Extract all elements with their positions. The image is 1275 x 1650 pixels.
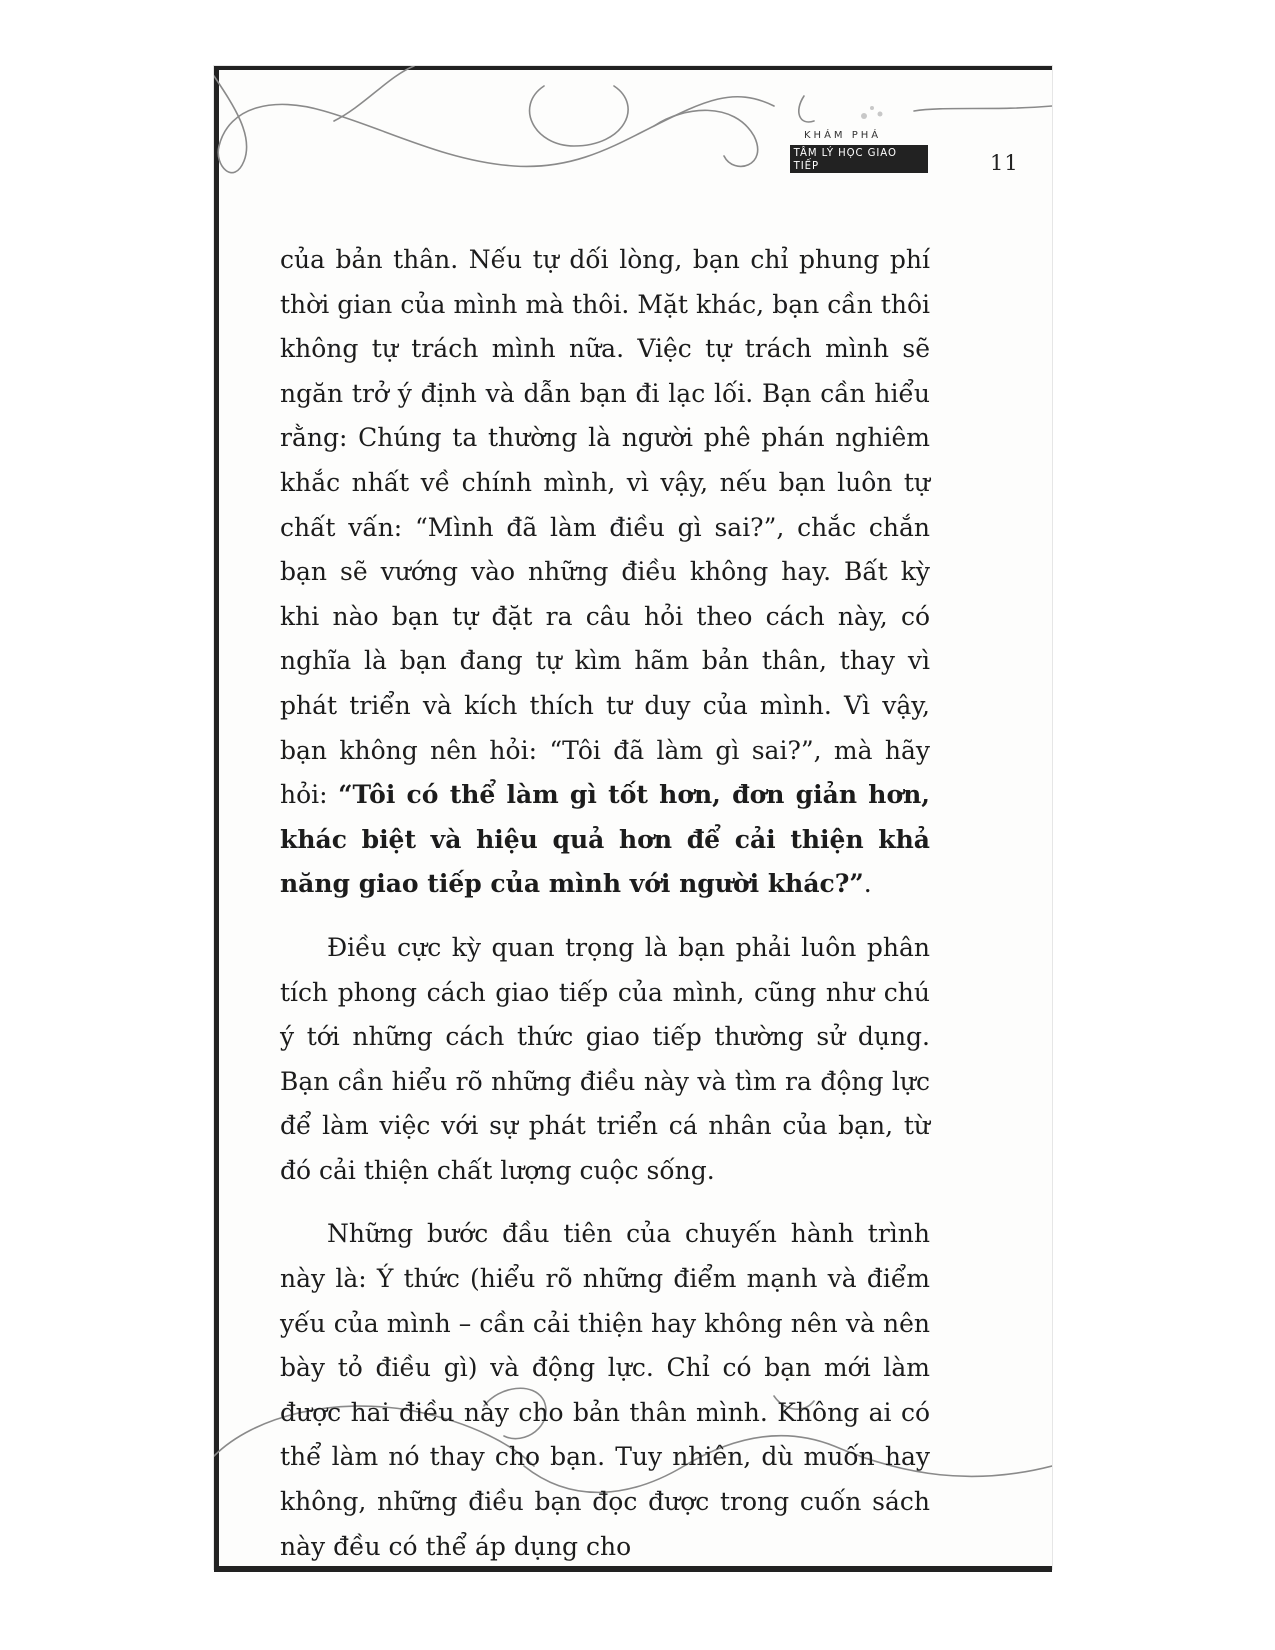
paragraph-1	[280, 238, 930, 907]
body-text	[280, 238, 930, 1569]
paragraph-1-bold-quote: “Tôi có thể làm gì tốt hơn, đơn giản hơn, khác biệt và hiệu quả hơn để cải thiện khả năng giao tiếp của mình với người khác?”	[280, 780, 930, 899]
page-left-edge	[214, 66, 219, 1569]
series-title-bottom: TÂM LÝ HỌC GIAO TIẾP	[790, 145, 928, 173]
page-number: 11	[990, 151, 1019, 175]
paragraph-2: Điều cực kỳ quan trọng là bạn phải luôn phân tích phong cách giao tiếp của mình, cũng như chú ý tới những cách thức giao tiếp thường sử dụng. Bạn cần hiểu rõ những điều này và tìm ra động lực để làm việc với sự phát triển cá nhân của bạn, từ đó cải thiện chất lượng cuộc sống.	[280, 932, 930, 1185]
series-title-top: KHÁM PHÁ	[804, 130, 882, 141]
series-logo	[790, 130, 940, 173]
paragraph-1-end: .	[863, 869, 872, 899]
page-top-edge	[214, 66, 1052, 70]
paragraph-1-text: của bản thân. Nếu tự dối lòng, bạn chỉ phung phí thời gian của mình mà thôi. Mặt khác, bạn cần thôi không tự trách mình nữa. Việc tự trách mình sẽ ngăn trở ý định và dẫn bạn đi lạc lối. Bạn cần hiểu rằng: Chúng ta thường là người phê phán nghiêm khắc nhất về chính mình, vì vậy, nếu bạn luôn tự chất vấn: “Mình đã làm điều gì sai?”, chắc chắn bạn sẽ vướng vào những điều không hay. Bất kỳ khi nào bạn tự đặt ra câu hỏi theo cách này, có nghĩa là bạn đang tự kìm hãm bản thân, thay vì phát triển và kích thích tư duy của mình. Vì vậy, bạn không nên hỏi: “Tôi đã làm gì sai?”, mà hãy hỏi:	[280, 245, 930, 810]
paragraph-3: Những bước đầu tiên của chuyến hành trình này là: Ý thức (hiểu rõ những điểm mạnh và điểm yếu của mình – cần cải thiện hay không nên và nên bày tỏ điều gì) và động lực. Chỉ có bạn mới làm được hai điều này cho bản thân mình. Không ai có thể làm nó thay cho bạn. Tuy nhiên, dù muốn hay không, những điều bạn đọc được trong cuốn sách này đều có thể áp dụng cho	[280, 1219, 930, 1561]
